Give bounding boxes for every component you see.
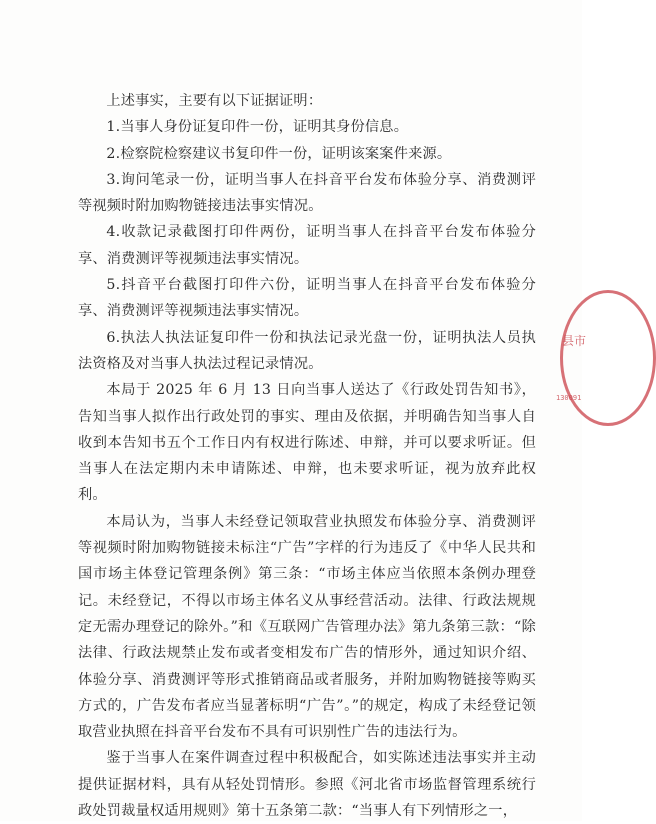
seal-text: 县市 (562, 334, 587, 348)
evidence-item-6: 6.执法人执法证复印件一份和执法记录光盘一份，证明执法人员执法资格及对当事人执法过程记录情况。 (78, 329, 536, 372)
evidence-item-5: 5.抖音平台截图打印件六份，证明当事人在抖音平台发布体验分享、消费测评等视频违法事实情况。 (78, 277, 536, 320)
evidence-item-3: 3.询问笔录一份，证明当事人在抖音平台发布体验分享、消费测评等视频时附加购物链接违法事实情况。 (78, 171, 536, 215)
paragraph-finding: 本局认为，当事人未经登记领取营业执照发布体验分享、消费测评等视频时附加购物链接未标注“广告”字样的行为违反了《中华人民共和国市场主体登记管理条例》第三条：“市场主体应当依照本条例办理登记。未经登记，不得以市场主体名义从事经营活动。法律、行政法规规定无需办理登记的除外。”和《互联网广告管理办法》第九条第三款：“除法律、行政法规禁止发布或者变相发布广告的情形外，通过知识介绍、体验分享、消费测评等形式推销商品或者服务，并附加购物链接等购买方式的，广告发布者应当显著标明“广告”。”的规定，构成了未经登记领取营业执照在抖音平台发布不具有可识别性广告的违法行为。 (78, 513, 536, 741)
seal-number: 130091 (556, 394, 582, 402)
paragraph-mitigation: 鉴于当事人在案件调查过程中积极配合，如实陈述违法事实并主动提供证据材料，具有从轻处罚情形。参照《河北省市场监督管理系统行政处罚裁量权适用规则》第十五条第二款：“当事人有下列情形之一， (78, 750, 536, 820)
official-seal (546, 290, 606, 420)
evidence-item-2: 2.检察院检察建议书复印件一份，证明该案案件来源。 (106, 145, 452, 162)
document-body (78, 88, 536, 824)
paragraph-notice: 本局于 2025 年 6 月 13 日向当事人送达了《行政处罚告知书》，告知当事人拟作出行政处罚的事实、理由及依据，并明确告知当事人自收到本告知书五个工作日内有权进行陈述、申辩，并可以要求听证。但当事人在法定期内未申请陈述、申辩，也未要求听证，视为放弃此权利。 (78, 382, 536, 504)
seal-ring (560, 290, 656, 426)
paragraph-intro: 上述事实，主要有以下证据证明： (106, 93, 323, 109)
evidence-item-1: 1.当事人身份证复印件一份，证明其身份信息。 (106, 119, 409, 136)
evidence-item-4: 4.收款记录截图打印件两份，证明当事人在抖音平台发布体验分享、消费测评等视频违法事实情况。 (78, 224, 536, 267)
